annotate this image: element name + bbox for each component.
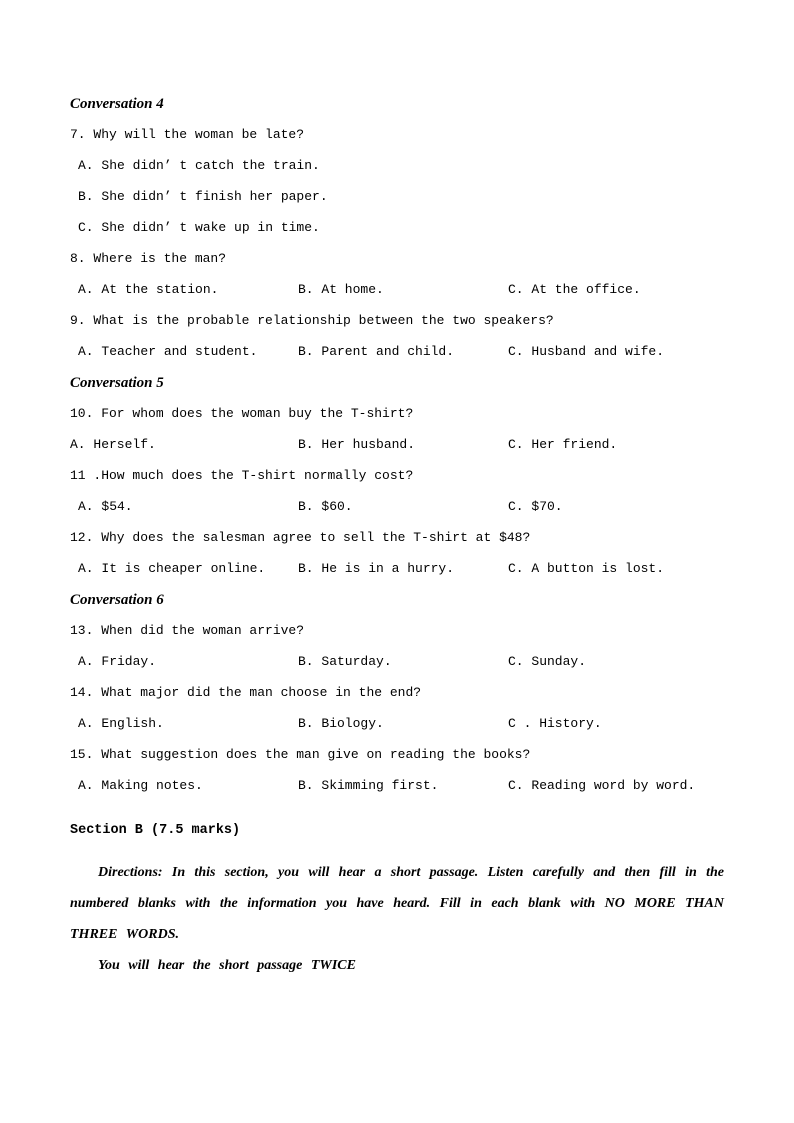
question-7-text: 7. Why will the woman be late?: [70, 127, 305, 142]
question-10-text: 10. For whom does the woman buy the T-shirt?: [70, 406, 414, 421]
question-12-option-b: B. He is in a hurry.: [298, 561, 455, 576]
question-8-option-c: C. At the office.: [508, 282, 641, 297]
question-9-option-b: B. Parent and child.: [298, 344, 455, 359]
question-15-options-row: [70, 778, 724, 794]
section-b-directions: Directions: In this section, you will hear a short passage. Listen carefully and then fill in the numbered blanks with the information you have heard. Fill in each blank with NO MORE THAN THREE WORDS.: [70, 865, 724, 942]
question-13-option-c: C. Sunday.: [508, 654, 587, 669]
question-15-option-c: C. Reading word by word.: [508, 778, 696, 793]
question-10-option-c: C. Her friend.: [508, 437, 618, 452]
question-13-option-b: B. Saturday.: [298, 654, 392, 669]
question-11-option-b: B. $60.: [298, 499, 353, 514]
question-8-option-b: B. At home.: [298, 282, 384, 297]
conversation-4-title: Conversation 4: [70, 96, 164, 112]
question-13-text: 13. When did the woman arrive?: [70, 623, 305, 638]
question-14-option-a: A. English.: [78, 716, 164, 731]
conversation-6-section: [70, 592, 724, 794]
question-10-option-b: B. Her husband.: [298, 437, 416, 452]
question-9-option-c: C. Husband and wife.: [508, 344, 665, 359]
question-11-text: 11 .How much does the T-shirt normally cost?: [70, 468, 414, 483]
question-12-text: 12. Why does the salesman agree to sell the T-shirt at $48?: [70, 530, 531, 545]
question-9-options-row: [70, 344, 724, 360]
section-b-note: You will hear the short passage TWICE: [98, 958, 356, 973]
question-10-options-row: [70, 437, 724, 453]
question-14-option-b: B. Biology.: [298, 716, 384, 731]
question-15-option-a: A. Making notes.: [78, 778, 203, 793]
question-12-options-row: [70, 561, 724, 577]
question-8-option-a: A. At the station.: [78, 282, 219, 297]
question-14-options-row: [70, 716, 724, 732]
question-12-option-c: C. A button is lost.: [508, 561, 665, 576]
conversation-5-section: [70, 375, 724, 577]
question-13-options-row: [70, 654, 724, 670]
question-15-text: 15. What suggestion does the man give on reading the books?: [70, 747, 531, 762]
question-14-text: 14. What major did the man choose in the end?: [70, 685, 422, 700]
question-7-option-c: C. She didn’ t wake up in time.: [78, 220, 320, 235]
question-12-option-a: A. It is cheaper online.: [78, 561, 266, 576]
question-11-option-c: C. $70.: [508, 499, 563, 514]
question-13-option-a: A. Friday.: [78, 654, 157, 669]
conversation-4-section: [70, 96, 724, 360]
section-b: [70, 823, 724, 981]
question-11-option-a: A. $54.: [78, 499, 133, 514]
conversation-5-title: Conversation 5: [70, 375, 164, 391]
question-10-option-a: A. Herself.: [70, 437, 156, 452]
conversation-6-title: Conversation 6: [70, 592, 164, 608]
question-8-text: 8. Where is the man?: [70, 251, 227, 266]
question-9-text: 9. What is the probable relationship between the two speakers?: [70, 313, 554, 328]
question-7-option-b: B. She didn’ t finish her paper.: [78, 189, 328, 204]
question-15-option-b: B. Skimming first.: [298, 778, 439, 793]
question-9-option-a: A. Teacher and student.: [78, 344, 258, 359]
question-14-option-c: C . History.: [508, 716, 602, 731]
question-11-options-row: [70, 499, 724, 515]
question-8-options-row: [70, 282, 724, 298]
section-b-heading: Section B (7.5 marks): [70, 823, 241, 838]
question-7-option-a: A. She didn’ t catch the train.: [78, 158, 320, 173]
